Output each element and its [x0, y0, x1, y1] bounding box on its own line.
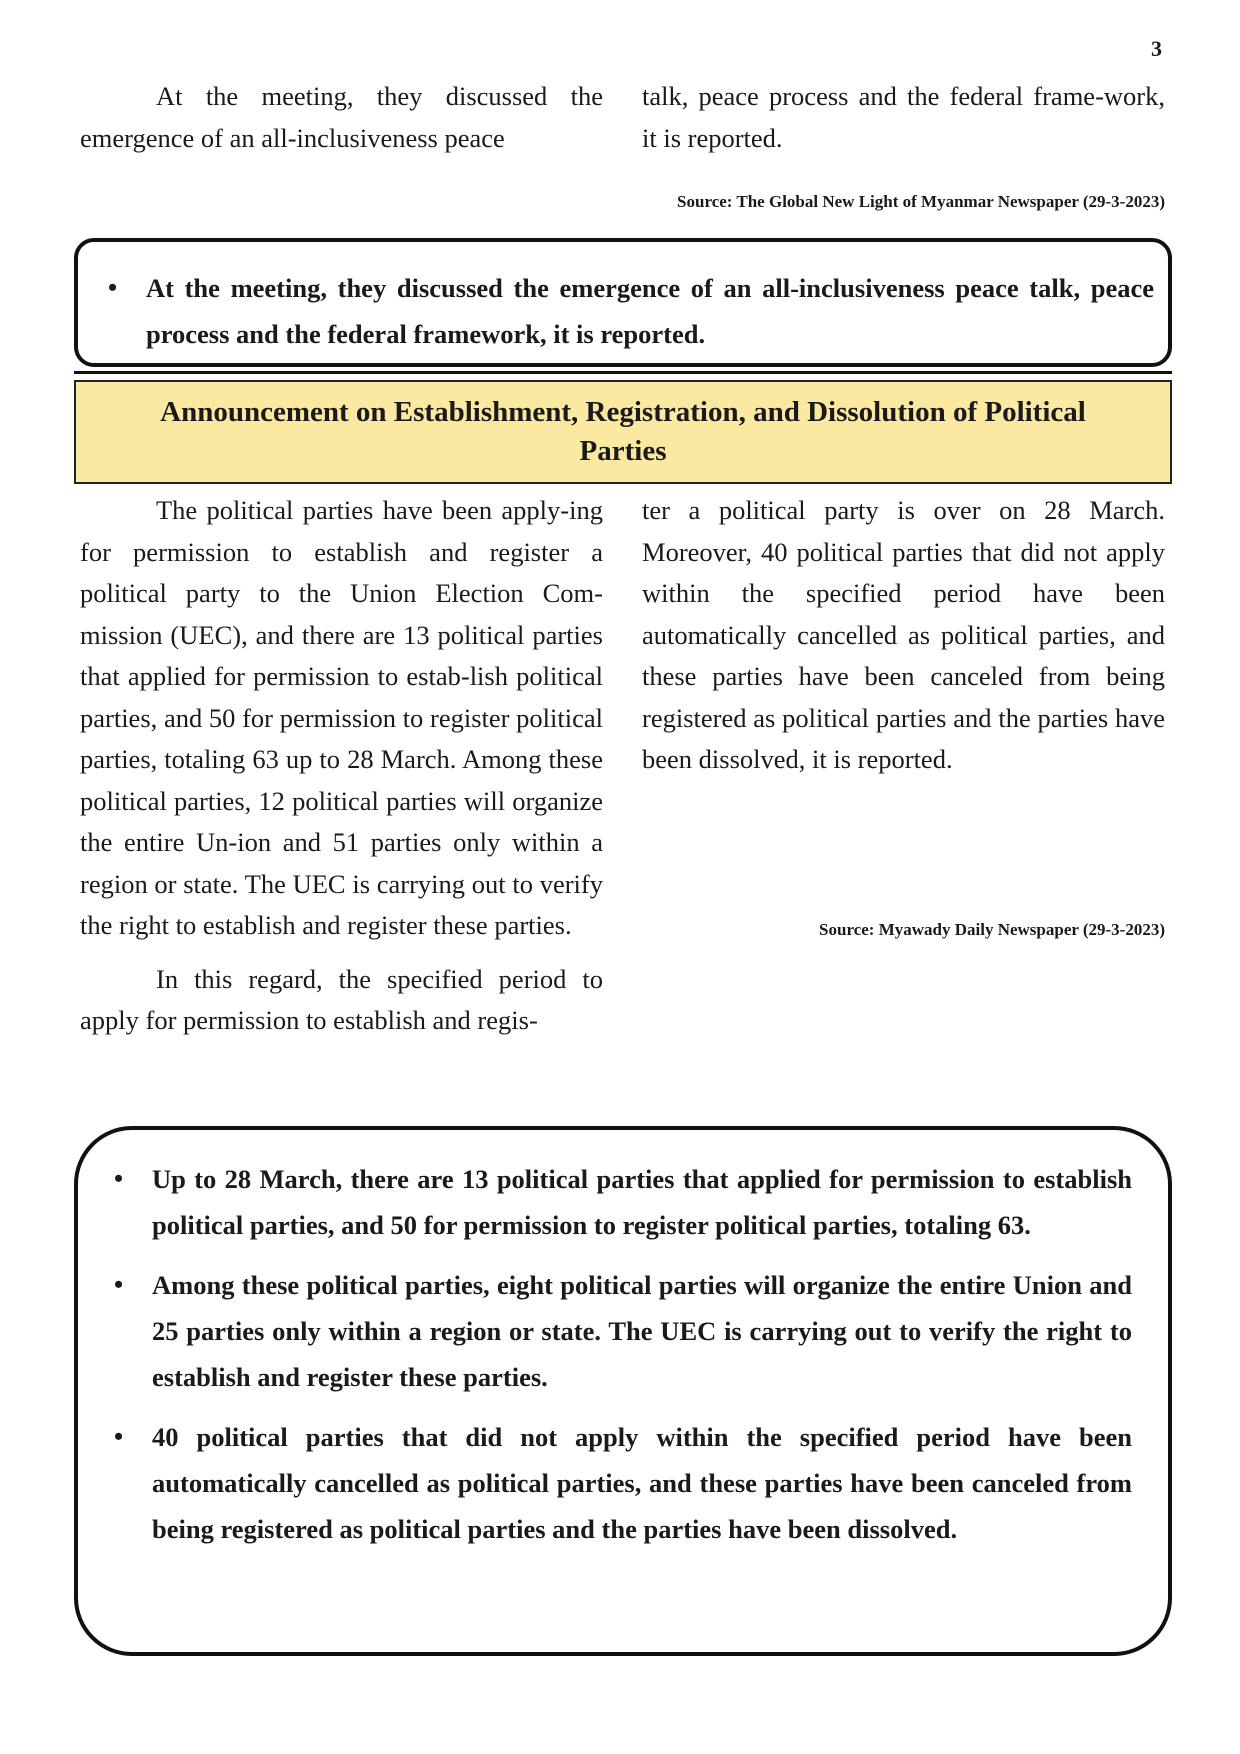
article-heading: Announcement on Establishment, Registration, and Dissolution of Political Parties — [74, 380, 1172, 484]
summary-box-1 — [74, 238, 1172, 367]
article-right-column — [642, 490, 1165, 1042]
article-source: Source: Myawady Daily Newspaper (29-3-2023) — [819, 920, 1165, 939]
intro-right-column — [642, 76, 1165, 159]
article-columns — [80, 490, 1165, 1042]
intro-source: Source: The Global New Light of Myanmar Newspaper (29-3-2023) — [677, 192, 1165, 211]
summary-bullet-1: • Up to 28 March, there are 13 political parties that applied for permission to establish political parties, and 50 for permission to register political parties, totaling 63. — [102, 1156, 1132, 1248]
intro-right-text: talk, peace process and the federal frame-work, it is reported. — [642, 81, 1165, 153]
page-number: 3 — [1151, 36, 1162, 61]
intro-left-column — [80, 76, 603, 159]
summary-box-2-list — [102, 1156, 1132, 1552]
article-right-para: ter a political party is over on 28 March. Moreover, 40 political parties that did not apply within the specified period have been automatically cancelled as political parties, and these parties have been canceled from being registered as political parties and the parties have been dissolved, it is reported. — [642, 495, 1165, 774]
divider-line — [74, 371, 1172, 374]
summary-box-1-list — [96, 265, 1154, 357]
summary-bullet-1: • At the meeting, they discussed the emergence of an all-inclusiveness peace talk, peace process and the federal framework, it is reported. — [96, 265, 1154, 357]
summary-bullet-2: • Among these political parties, eight political parties will organize the entire Union and 25 parties only within a region or state. The UEC is carrying out to verify the right to establish and register these parties. — [102, 1262, 1132, 1400]
summary-bullet-3: • 40 political parties that did not apply within the specified period have been automatically cancelled as political parties, and these parties have been canceled from being registered as political parties and the parties have been dissolved. — [102, 1414, 1132, 1552]
article-left-para-2: In this regard, the specified period to apply for permission to establish and regis- — [80, 963, 603, 1035]
intro-columns — [80, 76, 1165, 159]
intro-left-text: At the meeting, they discussed the emergence of an all-inclusiveness peace — [80, 81, 603, 153]
summary-box-2 — [74, 1126, 1172, 1656]
article-left-column — [80, 490, 603, 1042]
article-left-para-1: The political parties have been apply-ing for permission to establish and register a political party to the Union Election Com-mission (UEC), and there are 13 political parties that applied for permission to estab-lish political parties, and 50 for permission to register political parties, totaling 63 up to 28 March. Among these political parties, 12 political parties will organize the entire Un-ion and 51 parties only within a region or state. The UEC is carrying out to verify the right to establish and register these parties. — [80, 495, 603, 940]
